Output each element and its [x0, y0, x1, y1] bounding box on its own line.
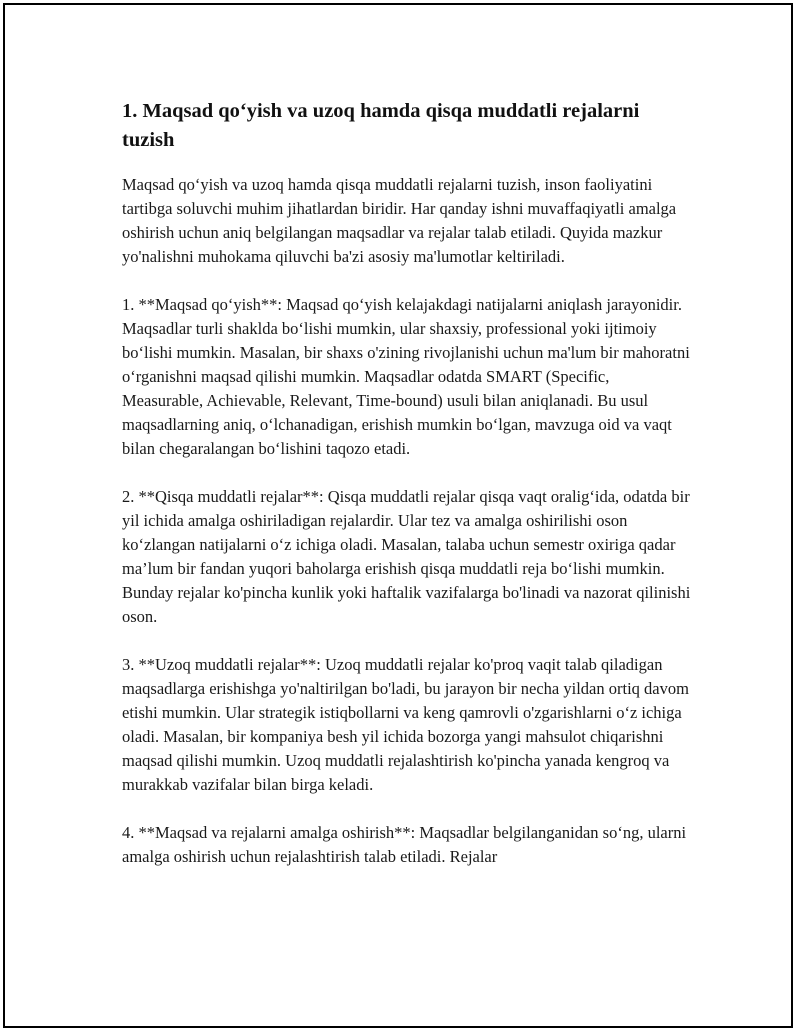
paragraph-long-term-plans: 3. **Uzoq muddatli rejalar**: Uzoq muddatli rejalar ko'proq vaqit talab qiladigan maqsadlarga erishishga yo'naltirilgan bo'ladi, bu jarayon bir necha yildan ortiq davom etishi mumkin. Ular strategik istiqbollarni va keng qamrovli o'zgarishlarni o‘z ichiga oladi. Masalan, bir kompaniya besh yil ichida bozorga yangi mahsulot chiqarishni maqsad qilishi mumkin. Uzoq muddatli rejalashtirish ko'pincha yanada kengroq va murakkab vazifalar bilan birga keladi.: [122, 655, 689, 794]
section-heading: 1. Maqsad qo‘yish va uzoq hamda qisqa muddatli rejalarni tuzish: [122, 100, 640, 151]
page-frame: [3, 3, 793, 1028]
paragraph-implementation: 4. **Maqsad va rejalarni amalga oshirish**: Maqsadlar belgilanganidan so‘ng, ularni amalga oshirish uchun rejalashtirish talab etiladi. Rejalar: [122, 823, 687, 866]
intro-paragraph: Maqsad qo‘yish va uzoq hamda qisqa muddatli rejalarni tuzish, inson faoliyatini tartibga soluvchi muhim jihatlardan biridir. Har qanday ishni muvaffaqiyatli amalga oshirish uchun aniq belgilangan maqsadlar va rejalar talab etiladi. Quyida mazkur yo'nalishni muhokama qiluvchi ba'zi asosiy ma'lumotlar keltiriladi.: [122, 175, 677, 266]
paragraph-short-term-plans: 2. **Qisqa muddatli rejalar**: Qisqa muddatli rejalar qisqa vaqt oralig‘ida, odatda bir yil ichida amalga oshiriladigan rejalardir. Ular tez va amalga oshirilishi oson ko‘zlangan natijalarni o‘z ichiga oladi. Masalan, talaba uchun semestr oxiriga qadar ma’lum bir fandan yuqori baholarga erishish qisqa muddatli reja bo‘lishi mumkin. Bunday rejalar ko'pincha kunlik yoki haftalik vazifalarga bo'linadi va nazorat qilinishi oson.: [122, 487, 691, 626]
paragraph-goal-setting: 1. **Maqsad qo‘yish**: Maqsad qo‘yish kelajakdagi natijalarni aniqlash jarayonidir. Maqsadlar turli shaklda bo‘lishi mumkin, ular shaxsiy, professional yoki ijtimoiy bo‘lishi mumkin. Masalan, bir shaxs o'zining rivojlanishi uchun ma'lum bir mahoratni o‘rganishni maqsad qilishi mumkin. Maqsadlar odatda SMART (Specific, Measurable, Achievable, Relevant, Time-bound) usuli bilan aniqlanadi. Bu usul maqsadlarning aniq, o‘lchanadigan, erishish mumkin bo‘lgan, mavzuga oid va vaqt bilan chegaralangan bo‘lishini taqozo etadi.: [122, 295, 690, 458]
document-body: [122, 97, 692, 893]
